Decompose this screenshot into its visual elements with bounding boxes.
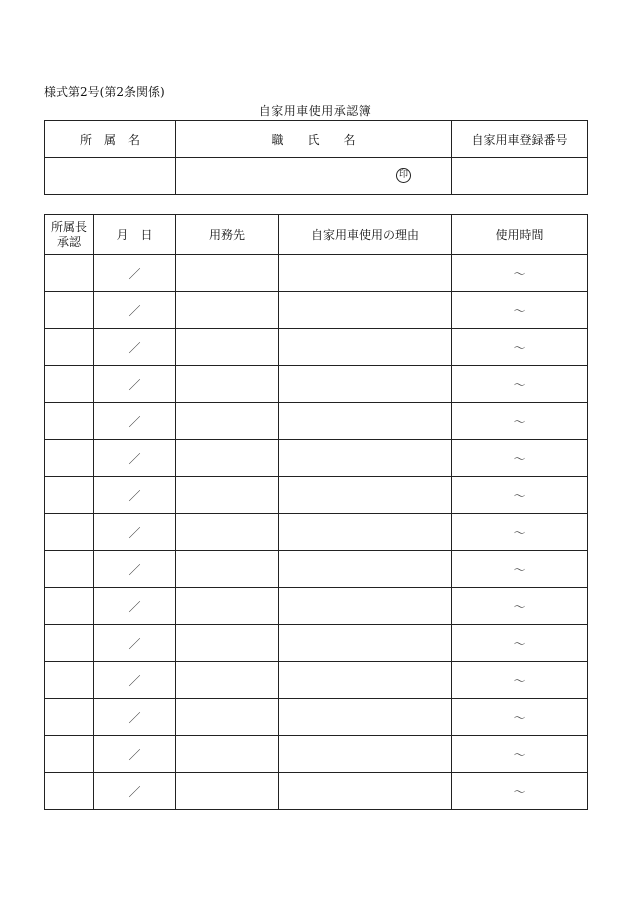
approval-cell[interactable] <box>45 329 94 366</box>
usage-time-header: 使用時間 <box>452 215 588 255</box>
destination-cell[interactable] <box>176 255 279 292</box>
usage-log-row <box>45 551 588 588</box>
date-separator: ／ <box>128 673 141 688</box>
approval-cell[interactable] <box>45 440 94 477</box>
reason-cell[interactable] <box>279 773 452 810</box>
usage-time-cell[interactable] <box>452 477 588 514</box>
usage-time-cell[interactable] <box>452 514 588 551</box>
destination-cell[interactable] <box>176 588 279 625</box>
date-cell[interactable] <box>94 477 176 514</box>
date-cell[interactable] <box>94 403 176 440</box>
usage-log-row <box>45 403 588 440</box>
reason-cell[interactable] <box>279 551 452 588</box>
date-separator: ／ <box>128 266 141 281</box>
time-separator: ～ <box>513 562 526 577</box>
usage-time-cell[interactable] <box>452 662 588 699</box>
date-separator: ／ <box>128 340 141 355</box>
usage-log-row <box>45 255 588 292</box>
approval-header <box>45 215 94 255</box>
usage-log-header-row <box>45 215 588 255</box>
date-separator: ／ <box>128 562 141 577</box>
title-name-header: 職 氏 名 <box>176 121 452 158</box>
date-cell[interactable] <box>94 255 176 292</box>
date-cell[interactable] <box>94 551 176 588</box>
usage-log-row <box>45 440 588 477</box>
usage-log-row <box>45 588 588 625</box>
usage-log-row <box>45 699 588 736</box>
usage-time-cell[interactable] <box>452 625 588 662</box>
time-separator: ～ <box>513 340 526 355</box>
time-separator: ～ <box>513 414 526 429</box>
approval-cell[interactable] <box>45 662 94 699</box>
date-cell[interactable] <box>94 514 176 551</box>
date-separator: ／ <box>128 488 141 503</box>
usage-time-cell[interactable] <box>452 329 588 366</box>
usage-time-cell[interactable] <box>452 773 588 810</box>
usage-log-row <box>45 477 588 514</box>
reason-cell[interactable] <box>279 255 452 292</box>
approval-cell[interactable] <box>45 477 94 514</box>
time-separator: ～ <box>513 673 526 688</box>
time-separator: ～ <box>513 377 526 392</box>
time-separator: ～ <box>513 525 526 540</box>
form-number: 様式第2号(第2条関係) <box>44 85 165 99</box>
destination-cell[interactable] <box>176 736 279 773</box>
date-cell[interactable] <box>94 625 176 662</box>
usage-time-cell[interactable] <box>452 403 588 440</box>
approval-cell[interactable] <box>45 588 94 625</box>
approval-cell[interactable] <box>45 699 94 736</box>
date-separator: ／ <box>128 377 141 392</box>
reason-cell[interactable] <box>279 588 452 625</box>
date-separator: ／ <box>128 747 141 762</box>
applicant-header-row <box>45 121 588 158</box>
approval-cell[interactable] <box>45 292 94 329</box>
reason-cell[interactable] <box>279 514 452 551</box>
usage-log-row <box>45 292 588 329</box>
usage-log-table <box>44 214 588 810</box>
approval-cell[interactable] <box>45 403 94 440</box>
time-separator: ～ <box>513 784 526 799</box>
usage-time-cell[interactable] <box>452 440 588 477</box>
time-separator: ～ <box>513 303 526 318</box>
date-cell[interactable] <box>94 366 176 403</box>
date-cell[interactable] <box>94 699 176 736</box>
reason-cell[interactable] <box>279 366 452 403</box>
destination-cell[interactable] <box>176 551 279 588</box>
date-cell[interactable] <box>94 773 176 810</box>
plate-number-header: 自家用車登録番号 <box>452 121 588 158</box>
date-cell[interactable] <box>94 736 176 773</box>
date-header: 月 日 <box>94 215 176 255</box>
reason-cell[interactable] <box>279 699 452 736</box>
approval-header-line2: 承認 <box>56 234 81 249</box>
affiliation-field[interactable] <box>45 158 176 195</box>
plate-number-field[interactable] <box>452 158 588 195</box>
date-cell[interactable] <box>94 588 176 625</box>
destination-cell[interactable] <box>176 514 279 551</box>
usage-time-cell[interactable] <box>452 551 588 588</box>
usage-log-row <box>45 329 588 366</box>
usage-log-row <box>45 773 588 810</box>
usage-log-row <box>45 736 588 773</box>
time-separator: ～ <box>513 747 526 762</box>
usage-time-cell[interactable] <box>452 292 588 329</box>
destination-cell[interactable] <box>176 699 279 736</box>
reason-cell[interactable] <box>279 736 452 773</box>
time-separator: ～ <box>513 488 526 503</box>
destination-cell[interactable] <box>176 773 279 810</box>
approval-cell[interactable] <box>45 625 94 662</box>
time-separator: ～ <box>513 636 526 651</box>
usage-time-cell[interactable] <box>452 736 588 773</box>
destination-cell[interactable] <box>176 440 279 477</box>
usage-time-cell[interactable] <box>452 366 588 403</box>
time-separator: ～ <box>513 710 526 725</box>
reason-header: 自家用車使用の理由 <box>279 215 452 255</box>
approval-cell[interactable] <box>45 255 94 292</box>
usage-time-cell[interactable] <box>452 588 588 625</box>
date-separator: ／ <box>128 525 141 540</box>
destination-cell[interactable] <box>176 403 279 440</box>
date-separator: ／ <box>128 414 141 429</box>
destination-cell[interactable] <box>176 662 279 699</box>
usage-log-row <box>45 662 588 699</box>
usage-log-row <box>45 514 588 551</box>
usage-time-cell[interactable] <box>452 699 588 736</box>
approval-cell[interactable] <box>45 551 94 588</box>
time-separator: ～ <box>513 451 526 466</box>
usage-log-row <box>45 366 588 403</box>
date-separator: ／ <box>128 710 141 725</box>
approval-cell[interactable] <box>45 773 94 810</box>
usage-time-cell[interactable] <box>452 255 588 292</box>
applicant-entry-row <box>45 158 588 195</box>
date-cell[interactable] <box>94 292 176 329</box>
document-title: 自家用車使用承認簿 <box>258 104 372 118</box>
destination-cell[interactable] <box>176 329 279 366</box>
date-separator: ／ <box>128 599 141 614</box>
date-cell[interactable] <box>94 329 176 366</box>
reason-cell[interactable] <box>279 440 452 477</box>
destination-header: 用務先 <box>176 215 279 255</box>
approval-cell[interactable] <box>45 736 94 773</box>
date-separator: ／ <box>128 303 141 318</box>
date-separator: ／ <box>128 636 141 651</box>
time-separator: ～ <box>513 599 526 614</box>
approval-cell[interactable] <box>45 366 94 403</box>
approval-header-line1: 所属長 <box>50 219 87 234</box>
date-separator: ／ <box>128 451 141 466</box>
reason-cell[interactable] <box>279 477 452 514</box>
date-separator: ／ <box>128 784 141 799</box>
reason-cell[interactable] <box>279 662 452 699</box>
destination-cell[interactable] <box>176 366 279 403</box>
approval-cell[interactable] <box>45 514 94 551</box>
affiliation-header: 所 属 名 <box>45 121 176 158</box>
destination-cell[interactable] <box>176 292 279 329</box>
reason-cell[interactable] <box>279 292 452 329</box>
date-cell[interactable] <box>94 440 176 477</box>
seal-icon: 印 <box>396 168 411 183</box>
reason-cell[interactable] <box>279 625 452 662</box>
reason-cell[interactable] <box>279 403 452 440</box>
title-name-field[interactable] <box>176 158 452 195</box>
usage-log-row <box>45 625 588 662</box>
destination-cell[interactable] <box>176 477 279 514</box>
applicant-info-table <box>44 120 588 195</box>
reason-cell[interactable] <box>279 329 452 366</box>
destination-cell[interactable] <box>176 625 279 662</box>
time-separator: ～ <box>513 266 526 281</box>
date-cell[interactable] <box>94 662 176 699</box>
